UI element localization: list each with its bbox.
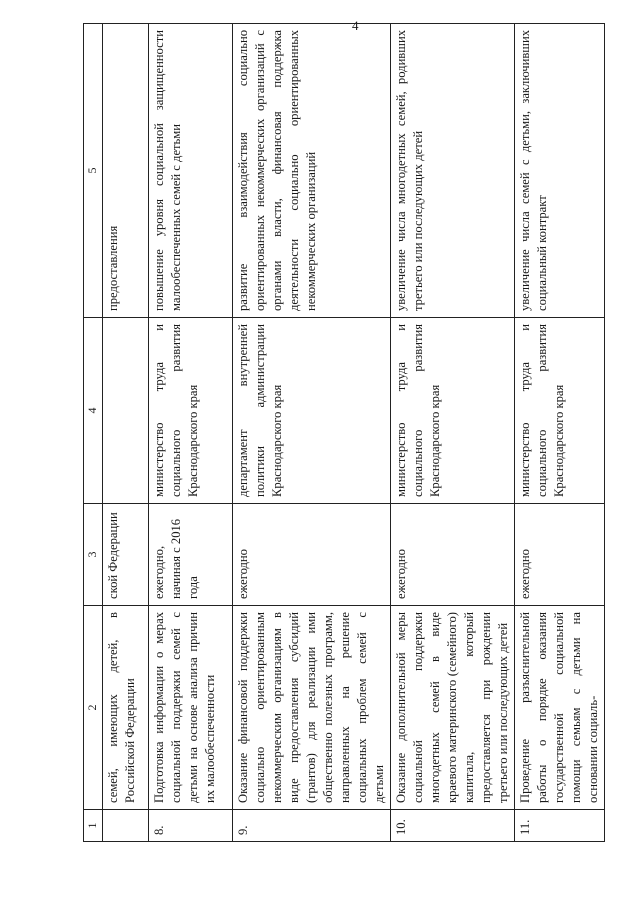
activity-cell: Оказание дополнительной меры социальной поддержки многодетных семей в виде краевого материнского (семейного) капитала, который предоставляется при рождении третьего или последующих детей xyxy=(391,606,515,810)
result-cell: развитие взаимодействия социально ориентированных некоммерческих организаций с органами власти, финансовая поддержка деятельности социально ориентированных некоммерческих организаций xyxy=(233,24,391,318)
activity-cell: Оказание финансовой поддержки социально ориентированным некоммерческим организациям в виде предоставления субсидий (грантов) для реализации ими общественно полезных программ, направленных на решение социальных проблем семей с детьми xyxy=(233,606,391,810)
table-row xyxy=(103,24,149,842)
activity-cell: Проведение разъяснительной работы о порядке оказания государственной социальной помощи семьям с детьми на основании социаль- xyxy=(515,606,605,810)
row-number: 8. xyxy=(149,810,233,842)
table-row xyxy=(233,24,391,842)
row-number xyxy=(103,810,149,842)
header-col-3: 3 xyxy=(84,504,103,606)
rotated-table-wrapper xyxy=(83,24,600,842)
row-number: 9. xyxy=(233,810,391,842)
page-number: 4 xyxy=(352,18,359,33)
table-row xyxy=(391,24,515,842)
executor-cell: департамент внутренней политики администрации Краснодарского края xyxy=(233,318,391,504)
executor-cell: министерство труда и социального развития Краснодарского края xyxy=(515,318,605,504)
row-number: 11. xyxy=(515,810,605,842)
header-col-2: 2 xyxy=(84,606,103,810)
result-cell: увеличение числа семей с детьми, заключивших социальный контракт xyxy=(515,24,605,318)
term-cell: ежегодно xyxy=(233,504,391,606)
table-row xyxy=(515,24,605,842)
executor-cell xyxy=(103,318,149,504)
term-cell: ской Федерации xyxy=(103,504,149,606)
term-cell: ежегодно xyxy=(515,504,605,606)
result-cell: предоставления xyxy=(103,24,149,318)
header-col-1: 1 xyxy=(84,810,103,842)
measures-table xyxy=(83,23,605,842)
header-col-4: 4 xyxy=(84,318,103,504)
activity-cell: Подготовка информации о мерах социальной поддержки семей с детьми на основе анализа причин их малообеспеченности xyxy=(149,606,233,810)
result-cell: увеличение числа многодетных семей, родивших третьего или последующих детей xyxy=(391,24,515,318)
header-col-5: 5 xyxy=(84,24,103,318)
activity-cell: семей, имеющих детей, в Российской Федерации xyxy=(103,606,149,810)
term-cell: ежегодно xyxy=(391,504,515,606)
executor-cell: министерство труда и социального развития Краснодарского края xyxy=(391,318,515,504)
row-number: 10. xyxy=(391,810,515,842)
executor-cell: министерство труда и социального развития Краснодарского края xyxy=(149,318,233,504)
header-row xyxy=(84,24,103,842)
table-row xyxy=(149,24,233,842)
term-cell: ежегодно, начиная с 2016 года xyxy=(149,504,233,606)
result-cell: повышение уровня социальной защищенности малообеспеченных семей с детьми xyxy=(149,24,233,318)
